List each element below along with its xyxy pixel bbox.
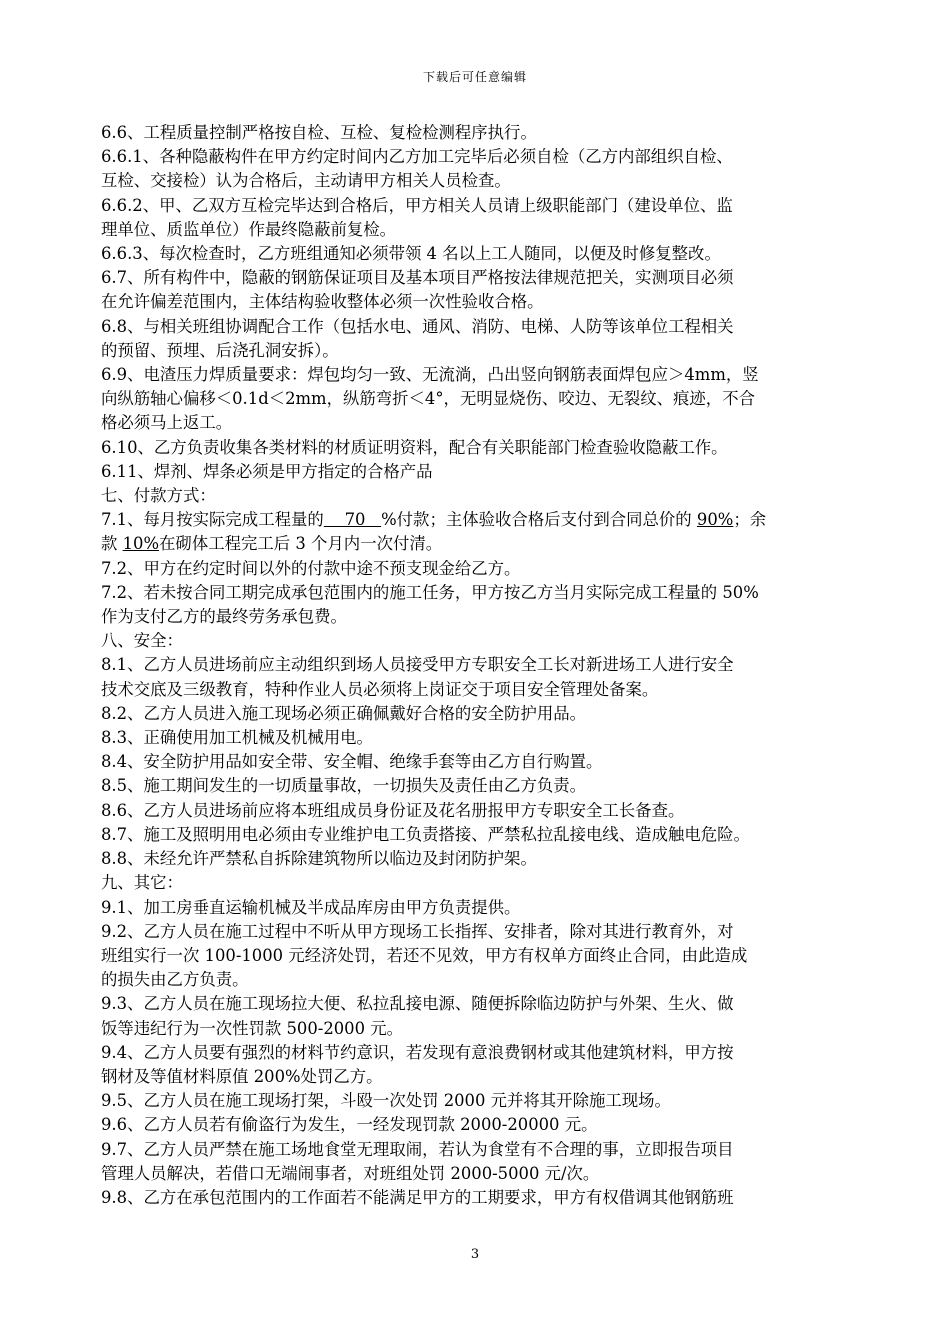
text-line: 6.9、电渣压力焊质量要求：焊包均匀一致、无流淌，凸出竖向钢筋表面焊包应＞4mm，竖 xyxy=(101,365,759,385)
text-line: 8.1、乙方人员进场前应主动组织到场人员接受甲方专职安全工长对新进场工人进行安全 xyxy=(101,655,734,675)
text-fragment: 款 xyxy=(101,534,123,554)
text-line: 9.5、乙方人员在施工现场打架，斗殴一次处罚 2000 元并将其开除施工现场。 xyxy=(101,1091,671,1111)
text-line: 6.11、焊剂、焊条必须是甲方指定的合格产品 xyxy=(101,461,433,481)
document-body xyxy=(101,121,853,1210)
page-number: 3 xyxy=(470,1247,480,1262)
text-line: 钢材及等值材料原值 200%处罚乙方。 xyxy=(101,1066,383,1086)
text-line: 9.1、加工房垂直运输机械及半成品库房由甲方负责提供。 xyxy=(101,897,521,917)
section-heading: 九、其它： xyxy=(101,873,183,893)
section-heading: 八、安全： xyxy=(101,631,183,651)
underlined-percentage: 70 xyxy=(323,510,382,530)
text-line: 9.8、乙方在承包范围内的工作面若不能满足甲方的工期要求，甲方有权借调其他钢筋班 xyxy=(101,1187,734,1207)
text-line: 9.2、乙方人员在施工过程中不听从甲方现场工长指挥、安排者，除对其进行教育外，对 xyxy=(101,921,734,941)
text-line: 向纵筋轴心偏移＜0.1d＜2mm，纵筋弯折＜4°，无明显烧伤、咬边、无裂纹、痕迹，不合 xyxy=(101,389,755,409)
text-line: 互检、交接检）认为合格后，主动请甲方相关人员检查。 xyxy=(101,171,511,191)
text-line: 在允许偏差范围内，主体结构验收整体必须一次性验收合格。 xyxy=(101,292,544,312)
text-line: 8.3、正确使用加工机械及机械用电。 xyxy=(101,728,373,748)
text-line: 6.8、与相关班组协调配合工作（包括水电、通风、消防、电梯、人防等该单位工程相关 xyxy=(101,316,734,336)
text-line: 8.4、安全防护用品如安全带、安全帽、绝缘手套等由乙方自行购置。 xyxy=(101,752,603,772)
text-line: 管理人员解决，若借口无端闹事者，对班组处罚 2000-5000 元/次。 xyxy=(101,1163,600,1183)
underlined-percentage: 90% xyxy=(696,510,734,530)
text-line: 格必须马上返工。 xyxy=(101,413,233,433)
text-line: 6.10、乙方负责收集各类材料的材质证明资料，配合有关职能部门检查验收隐蔽工作。 xyxy=(101,437,728,457)
text-line: 8.6、乙方人员进场前应将本班组成员身份证及花名册报甲方专职安全工长备查。 xyxy=(101,800,685,820)
text-line: 6.6.2、甲、乙双方互检完毕达到合格后，甲方相关人员请上级职能部门（建设单位、监 xyxy=(101,195,733,215)
text-line-7-1-cont xyxy=(101,532,853,556)
text-line: 8.5、施工期间发生的一切质量事故，一切损失及责任由乙方负责。 xyxy=(101,776,587,796)
section-heading: 七、付款方式： xyxy=(101,486,216,506)
text-line: 作为支付乙方的最终劳务承包费。 xyxy=(101,607,347,627)
text-line: 饭等违纪行为一次性罚款 500-2000 元。 xyxy=(101,1018,404,1038)
page-header: 下载后可任意编辑 xyxy=(422,70,527,84)
text-line: 7.2、甲方在约定时间以外的付款中途不预支现金给乙方。 xyxy=(101,558,521,578)
text-line: 6.6、工程质量控制严格按自检、互检、复检检测程序执行。 xyxy=(101,123,537,142)
text-line: 7.2、若未按合同工期完成承包范围内的施工任务，甲方按乙方当月实际完成工程量的 50% xyxy=(101,582,759,602)
text-line: 9.6、乙方人员若有偷盗行为发生，一经发现罚款 2000-20000 元。 xyxy=(101,1115,598,1135)
text-line: 的预留、预埋、后浇孔洞安拆）。 xyxy=(101,340,339,360)
text-line: 8.7、施工及照明用电必须由专业维护电工负责搭接、严禁私拉乱接电线、造成触电危险。 xyxy=(101,824,750,844)
text-line: 6.7、所有构件中，隐蔽的钢筋保证项目及基本项目严格按法律规范把关，实测项目必须 xyxy=(101,268,734,288)
text-line: 9.4、乙方人员要有强烈的材料节约意识，若发现有意浪费钢材或其他建筑材料，甲方按 xyxy=(101,1042,734,1062)
text-fragment: 在砌体工程完工后 3 个月内一次付清。 xyxy=(159,534,443,554)
text-line: 8.8、未经允许严禁私自拆除建筑物所以临边及封闭防护架。 xyxy=(101,849,537,869)
text-line-7-1 xyxy=(101,508,853,532)
text-line: 理单位、质监单位）作最终隐蔽前复检。 xyxy=(101,219,397,239)
text-fragment: ；余 xyxy=(733,510,767,530)
text-fragment: %付款；主体验收合格后支付到合同总价的 xyxy=(381,510,697,530)
text-line: 技术交底及三级教育，特种作业人员必须将上岗证交于项目安全管理处备案。 xyxy=(101,679,659,699)
text-line: 6.6.3、每次检查时，乙方班组通知必须带领 4 名以上工人随同，以便及时修复整改。 xyxy=(101,244,721,264)
text-fragment: 7.1、每月按实际完成工程量的 xyxy=(101,510,324,530)
text-line: 的损失由乙方负责。 xyxy=(101,970,249,990)
text-line: 9.3、乙方人员在施工现场拉大便、私拉乱接电源、随便拆除临边防护与外架、生火、做 xyxy=(101,994,734,1014)
text-line: 6.6.1、各种隐蔽构件在甲方约定时间内乙方加工完毕后必须自检（乙方内部组织自检、 xyxy=(101,147,733,167)
text-line: 9.7、乙方人员严禁在施工场地食堂无理取闹，若认为食堂有不合理的事，立即报告项目 xyxy=(101,1139,734,1159)
underlined-percentage: 10% xyxy=(122,534,160,554)
text-line: 8.2、乙方人员进入施工现场必须正确佩戴好合格的安全防护用品。 xyxy=(101,703,587,723)
text-line: 班组实行一次 100-1000 元经济处罚，若还不见效，甲方有权单方面终止合同，由此造成 xyxy=(101,945,748,965)
